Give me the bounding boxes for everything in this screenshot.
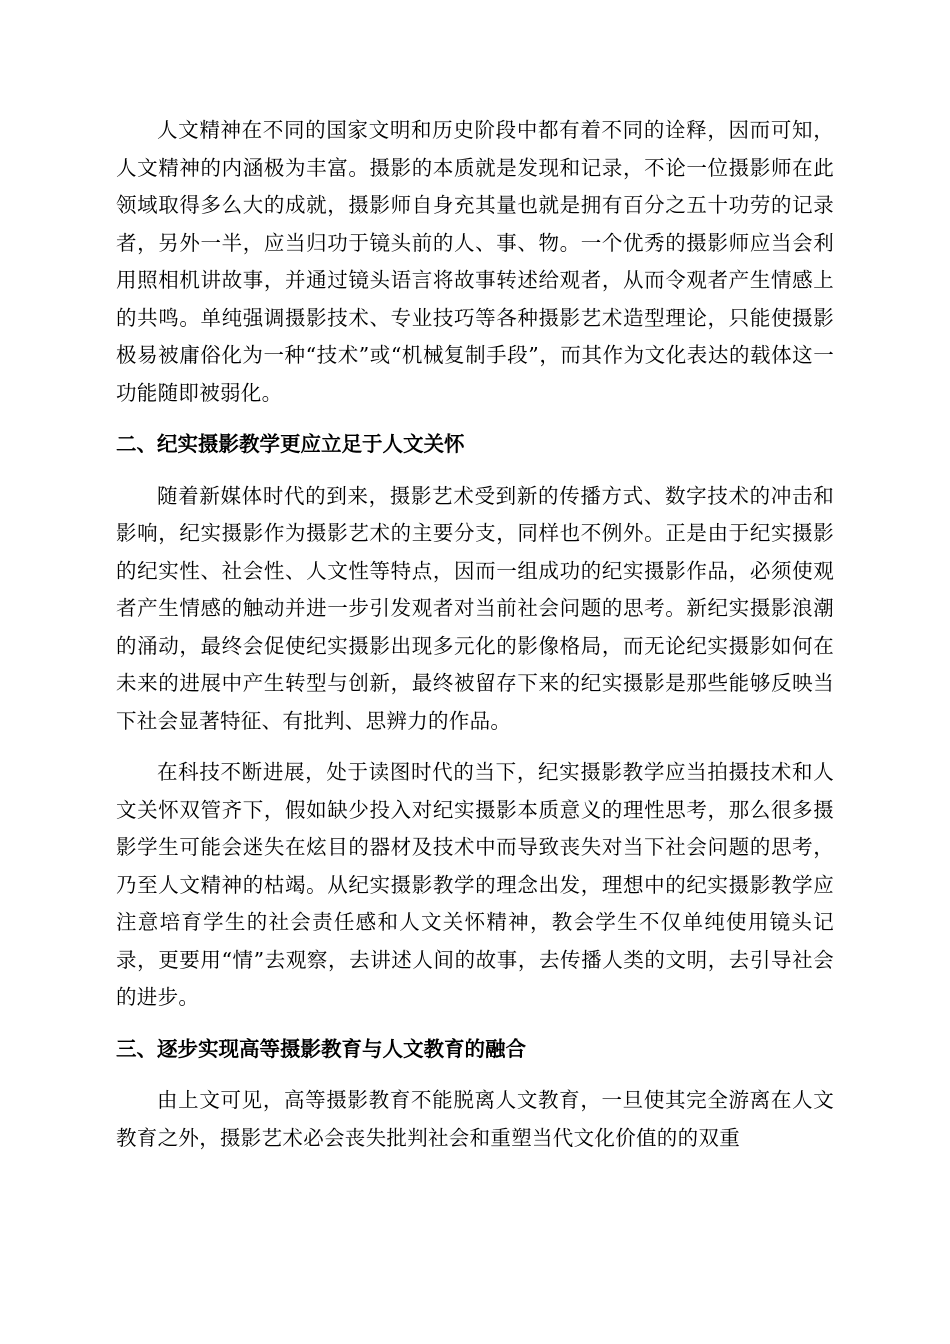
document-page — [116, 112, 834, 1157]
body-paragraph: 在科技不断进展，处于读图时代的当下，纪实摄影教学应当拍摄技术和人文关怀双管齐下，假如缺少投入对纪实摄影本质意义的理性思考，那么很多摄影学生可能会迷失在炫目的器材及技术中而导致丧失对当下社会问题的思考，乃至人文精神的枯竭。从纪实摄影教学的理念出发，理想中的纪实摄影教学应注意培育学生的社会责任感和人文关怀精神，教会学生不仅单纯使用镜头记录，更要用“情”去观察，去讲述人间的故事，去传播人类的文明，去引导社会的进步。 — [116, 760, 834, 1009]
body-paragraph: 人文精神在不同的国家文明和历史阶段中都有着不同的诠释，因而可知，人文精神的内涵极为丰富。摄影的本质就是发现和记录，不论一位摄影师在此领域取得多么大的成就，摄影师自身充其量也就是拥有百分之五十功劳的记录者，另外一半，应当归功于镜头前的人、事、物。一个优秀的摄影师应当会利用照相机讲故事，并通过镜头语言将故事转述给观者，从而令观者产生情感上的共鸣。单纯强调摄影技术、专业技巧等各种摄影艺术造型理论，只能使摄影极易被庸俗化为一种“技术”或“机械复制手段”，而其作为文化表达的载体这一功能随即被弱化。 — [116, 118, 834, 405]
section-heading: 三、逐步实现高等摄影教育与人文教育的融合 — [116, 1036, 526, 1061]
section-heading: 二、纪实摄影教学更应立足于人文关怀 — [116, 432, 465, 456]
body-paragraph: 随着新媒体时代的到来，摄影艺术受到新的传播方式、数字技术的冲击和影响，纪实摄影作为摄影艺术的主要分支，同样也不例外。正是由于纪实摄影的纪实性、社会性、人文性等特点，因而一组成功的纪实摄影作品，必须使观者产生情感的触动并进一步引发观者对当前社会问题的思考。新纪实摄影浪潮的涌动，最终会促使纪实摄影出现多元化的影像格局，而无论纪实摄影如何在未来的进展中产生转型与创新，最终被留存下来的纪实摄影是那些能够反映当下社会显著特征、有批判、思辨力的作品。 — [116, 483, 834, 733]
body-paragraph: 由上文可见，高等摄影教育不能脱离人文教育，一旦使其完全游离在人文教育之外，摄影艺术必会丧失批判社会和重塑当代文化价值的的双重 — [116, 1088, 834, 1150]
